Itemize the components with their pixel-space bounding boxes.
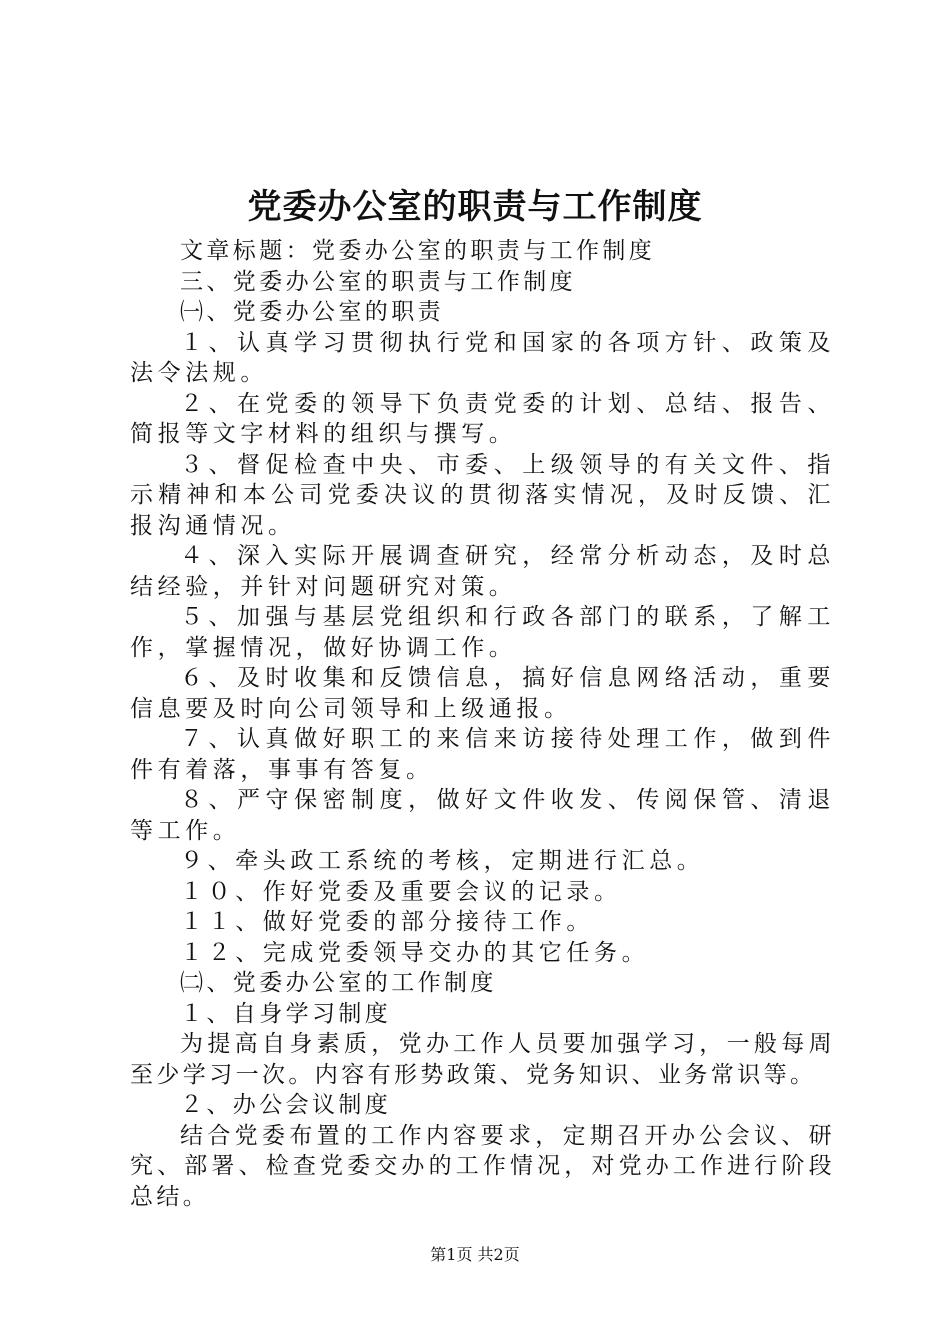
paragraph-rule-2-body: 结合党委布置的工作内容要求，定期召开办公会议、研究、部署、检查党委交办的工作情况，对党办工作进行阶段总结。 [130, 1122, 835, 1210]
paragraph-article-title: 文章标题：党委办公室的职责与工作制度 [180, 238, 656, 264]
paragraph-subsection-rules: ㈡、党委办公室的工作制度 [180, 970, 497, 996]
document-body [130, 236, 835, 1212]
paragraph-duty-2: ２、在党委的领导下负责党委的计划、总结、报告、简报等文字材料的组织与撰写。 [130, 390, 835, 447]
paragraph-rule-2-heading: ２、办公会议制度 [180, 1092, 392, 1118]
paragraph-duty-10: １０、作好党委及重要会议的记录。 [180, 878, 622, 905]
page-title: 党委办公室的职责与工作制度 [247, 187, 703, 227]
paragraph-subsection-duties: ㈠、党委办公室的职责 [180, 299, 444, 325]
paragraph-rule-1-heading: １、自身学习制度 [180, 1000, 392, 1027]
paragraph-duty-8: ８、严守保密制度，做好文件收发、传阅保管、清退等工作。 [130, 787, 835, 844]
paragraph-duty-9: ９、牵头政工系统的考核，定期进行汇总。 [180, 848, 705, 874]
paragraph-duty-3: ３、督促检查中央、市委、上级领导的有关文件、指示精神和本公司党委决议的贯彻落实情况，及时反馈、汇报沟通情况。 [130, 451, 835, 539]
page-number: 第1页 共2页 [430, 1245, 520, 1264]
paragraph-duty-7: ７、认真做好职工的来信来访接待处理工作，做到件件有着落，事事有答复。 [130, 726, 835, 783]
paragraph-duty-12: １２、完成党委领导交办的其它任务。 [180, 939, 650, 966]
paragraph-duty-6: ６、及时收集和反馈信息，搞好信息网络活动，重要信息要及时向公司领导和上级通报。 [130, 665, 835, 722]
paragraph-duty-11: １１、做好党委的部分接待工作。 [180, 909, 594, 935]
paragraph-section-heading: 三、党委办公室的职责与工作制度 [180, 268, 576, 295]
paragraph-rule-1-body: 为提高自身素质，党办工作人员要加强学习，一般每周至少学习一次。内容有形势政策、党务知识、业务常识等。 [130, 1031, 835, 1088]
paragraph-duty-1: １、认真学习贯彻执行党和国家的各项方针、政策及法令法规。 [130, 329, 835, 386]
paragraph-duty-5: ５、加强与基层党组织和行政各部门的联系，了解工作，掌握情况，做好协调工作。 [130, 604, 835, 661]
paragraph-duty-4: ４、深入实际开展调查研究，经常分析动态，及时总结经验，并针对问题研究对策。 [130, 543, 835, 600]
